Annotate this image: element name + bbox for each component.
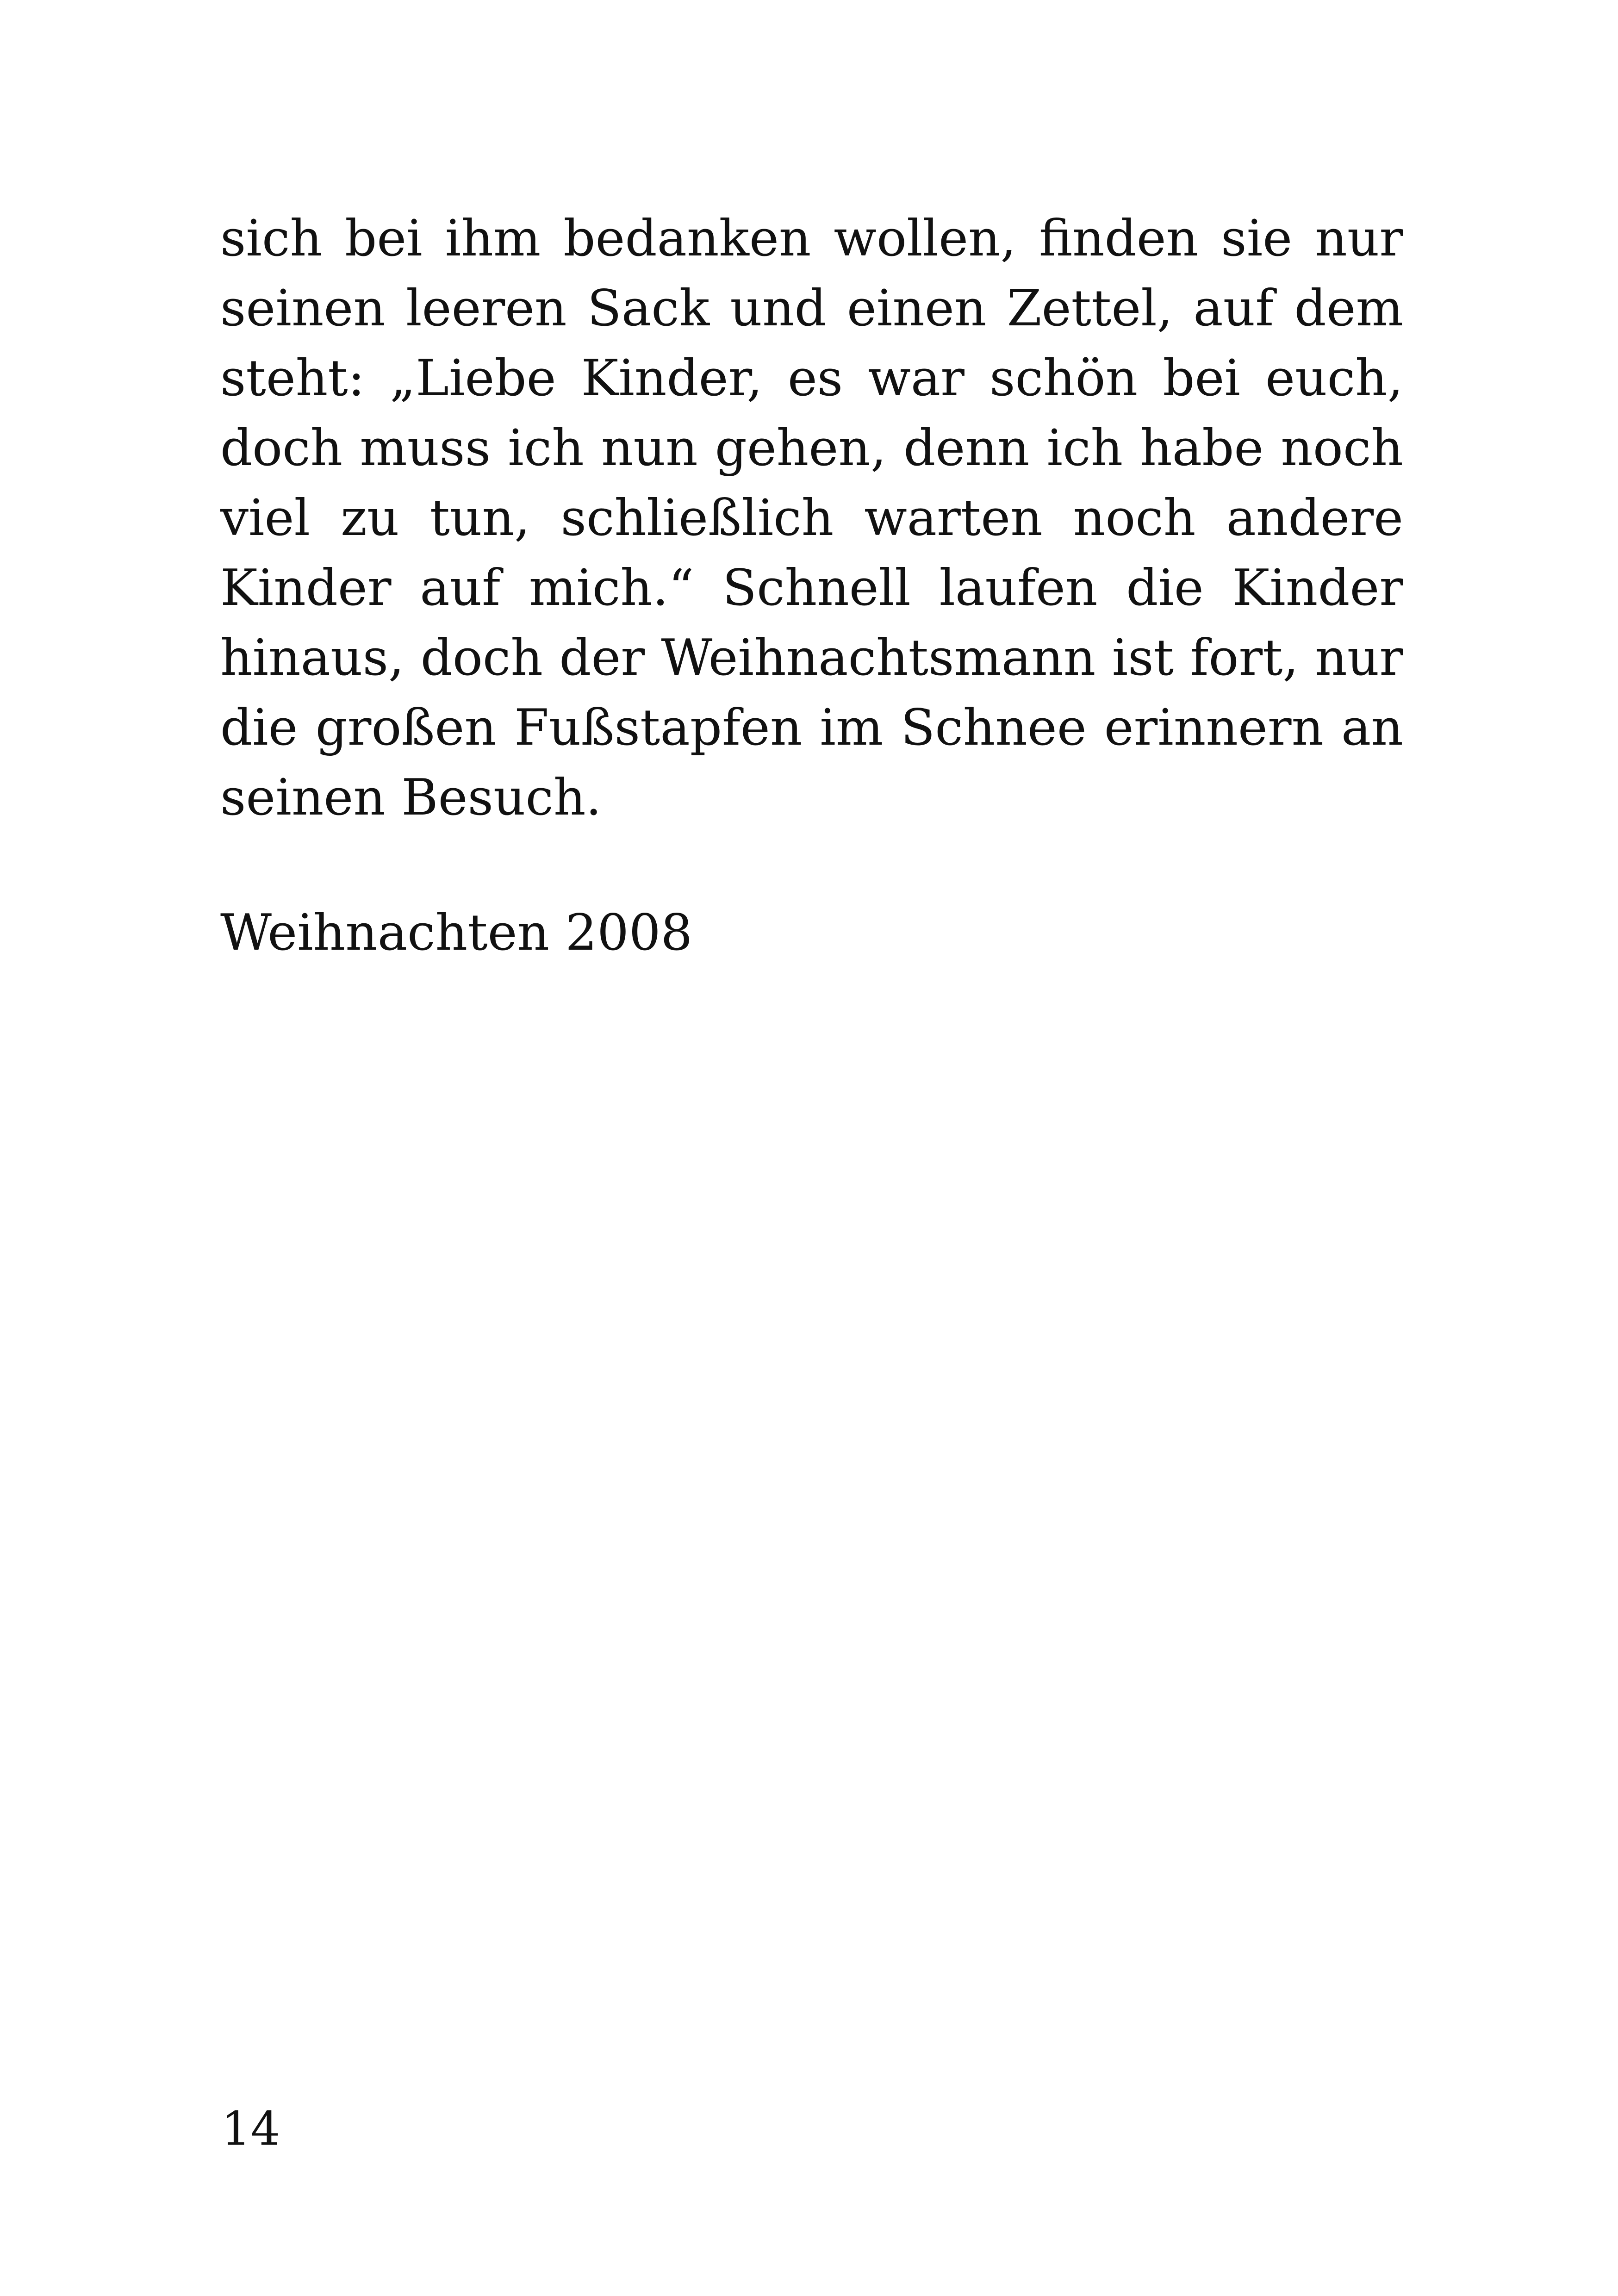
text-line: steht: „Liebe Kinder, es war schön bei euch, [220, 349, 1403, 407]
text-line: hinaus, doch der Weihnachtsmann ist fort, nur [220, 629, 1403, 687]
body-paragraph [220, 204, 1403, 833]
text-line: seinen leeren Sack und einen Zettel, auf dem [220, 280, 1403, 337]
text-line: viel zu tun, schließlich warten noch andere [220, 489, 1403, 547]
text-line: doch muss ich nun gehen, denn ich habe noch [220, 419, 1403, 477]
text-line: sich bei ihm bedanken wollen, finden sie nur [220, 210, 1403, 268]
text-line: Kinder auf mich.“ Schnell laufen die Kinder [220, 559, 1403, 617]
text-line: seinen Besuch. [220, 769, 602, 827]
text-line: die großen Fußstapfen im Schnee erinnern an [220, 699, 1403, 757]
signoff-date: Weihnachten 2008 [220, 904, 693, 962]
page-number: 14 [221, 2102, 280, 2156]
